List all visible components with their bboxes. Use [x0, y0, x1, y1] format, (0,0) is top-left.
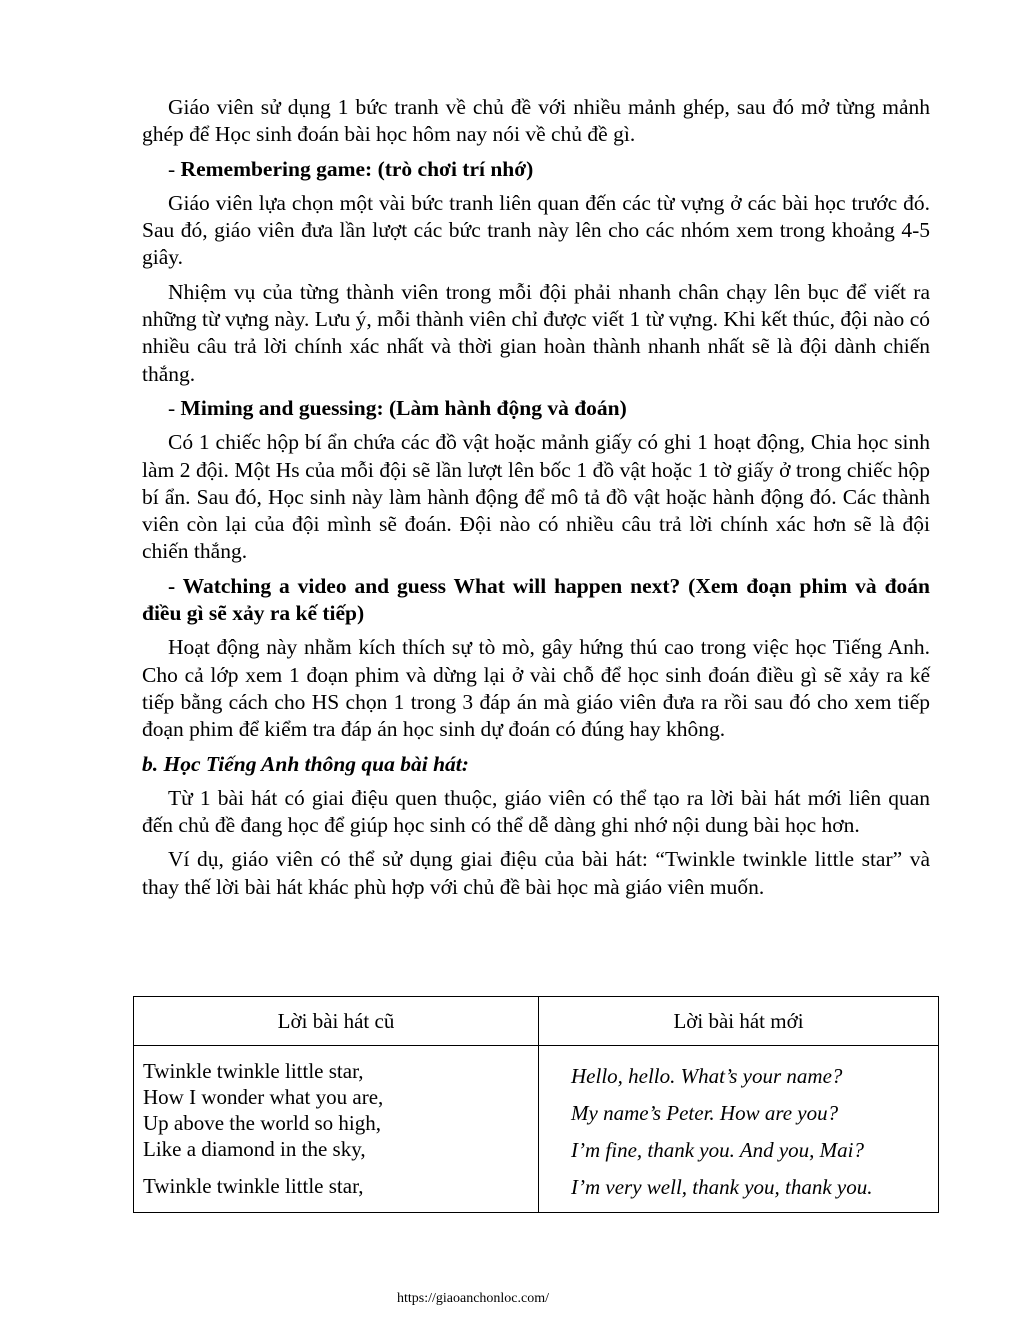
new-lyric-line: Hello, hello. What’s your name? — [571, 1064, 843, 1088]
table-row — [134, 1046, 939, 1213]
heading-remembering-text: Remembering game: (trò chơi trí nhớ) — [180, 156, 534, 181]
document-body — [142, 94, 930, 901]
heading-watching-text: - Watching a video and guess What will happen next? (Xem đoạn phim và đoán điều gì sẽ xảy ra kế tiếp) — [142, 573, 930, 626]
old-lyric-line: Like a diamond in the sky, — [143, 1137, 366, 1161]
heading-miming-text: Miming and guessing: (Làm hành động và đoán) — [180, 395, 627, 420]
heading-song-section: b. Học Tiếng Anh thông qua bài hát: — [142, 751, 469, 776]
header-old-lyrics: Lời bài hát cũ — [134, 997, 539, 1046]
paragraph-song-2: Ví dụ, giáo viên có thể sử dụng giai điệu của bài hát: “Twinkle twinkle little star” và thay thế lời bài hát khác phù hợp với chủ đề bài học mà giáo viên muốn. — [142, 847, 930, 899]
footer-url: https://giaoanchonloc.com/ — [396, 1291, 550, 1306]
new-lyric-line: My name’s Peter. How are you? — [571, 1101, 839, 1125]
heading-watching-video — [142, 573, 930, 628]
heading-prefix: - — [168, 156, 181, 181]
old-lyric-line: Twinkle twinkle little star, — [143, 1174, 364, 1198]
table-header-row — [134, 997, 939, 1046]
old-lyric-line: Up above the world so high, — [143, 1111, 381, 1135]
new-lyric-line: I’m fine, thank you. And you, Mai? — [571, 1138, 864, 1162]
old-lyrics-cell — [134, 1046, 539, 1213]
heading-miming-guessing — [142, 395, 930, 422]
paragraph-remembering-2: Nhiệm vụ của từng thành viên trong mỗi đội phải nhanh chân chạy lên bục để viết ra những từ vựng này. Lưu ý, mỗi thành viên chỉ được viết 1 từ vựng. Khi kết thúc, đội nào có nhiều câu trả lời chính xác nhất và thời gian hoàn thành nhanh nhất sẽ là đội dành chiến thắng. — [142, 279, 930, 386]
lyrics-table — [133, 996, 939, 1213]
old-lyric-line: Twinkle twinkle little star, — [143, 1059, 364, 1083]
paragraph-song-1: Từ 1 bài hát có giai điệu quen thuộc, giáo viên có thể tạo ra lời bài hát mới liên quan đến chủ đề đang học để giúp học sinh có thể dễ dàng ghi nhớ nội dung bài học hơn. — [142, 785, 930, 838]
paragraph-remembering-1: Giáo viên lựa chọn một vài bức tranh liên quan đến các từ vựng ở các bài học trước đó. Sau đó, giáo viên đưa lần lượt các bức tranh này lên cho các nhóm xem trong khoảng 4-5 giây. — [142, 190, 930, 270]
old-lyric-line: How I wonder what you are, — [143, 1085, 384, 1109]
new-lyrics-cell — [539, 1046, 939, 1213]
paragraph-miming: Có 1 chiếc hộp bí ẩn chứa các đồ vật hoặc mảnh giấy có ghi 1 hoạt động, Chia học sinh làm 2 đội. Một Hs của mỗi đội sẽ lần lượt lên bốc 1 đồ vật hoặc 1 tờ giấy ở trong chiếc hộp bí ẩn. Sau đó, Học sinh này làm hành động để mô tả đồ vật hoặc hành động đó. Các thành viên còn lại của đội mình sẽ đoán. Đội nào có nhiều câu trả lời chính xác hơn sẽ là đội chiến thắng. — [142, 430, 930, 564]
heading-remembering-game — [142, 156, 930, 183]
heading-prefix: - — [168, 395, 181, 420]
header-new-lyrics: Lời bài hát mới — [539, 997, 939, 1046]
paragraph-watching: Hoạt động này nhằm kích thích sự tò mò, gây hứng thú cao trong việc học Tiếng Anh. Cho cả lớp xem 1 đoạn phim và dừng lại ở vài chỗ để học sinh đoán điều gì sẽ xảy ra kế tiếp bằng cách cho HS chọn 1 trong 3 đáp án mà giáo viên đưa ra rồi sau đó cho xem tiếp đoạn phim để kiểm tra đáp án học sinh dự đoán có đúng hay không. — [142, 635, 930, 742]
new-lyric-line: I’m very well, thank you, thank you. — [571, 1175, 873, 1199]
paragraph-puzzle: Giáo viên sử dụng 1 bức tranh về chủ đề với nhiều mảnh ghép, sau đó mở từng mảnh ghép để Học sinh đoán bài học hôm nay nói về chủ đề gì. — [142, 95, 930, 147]
